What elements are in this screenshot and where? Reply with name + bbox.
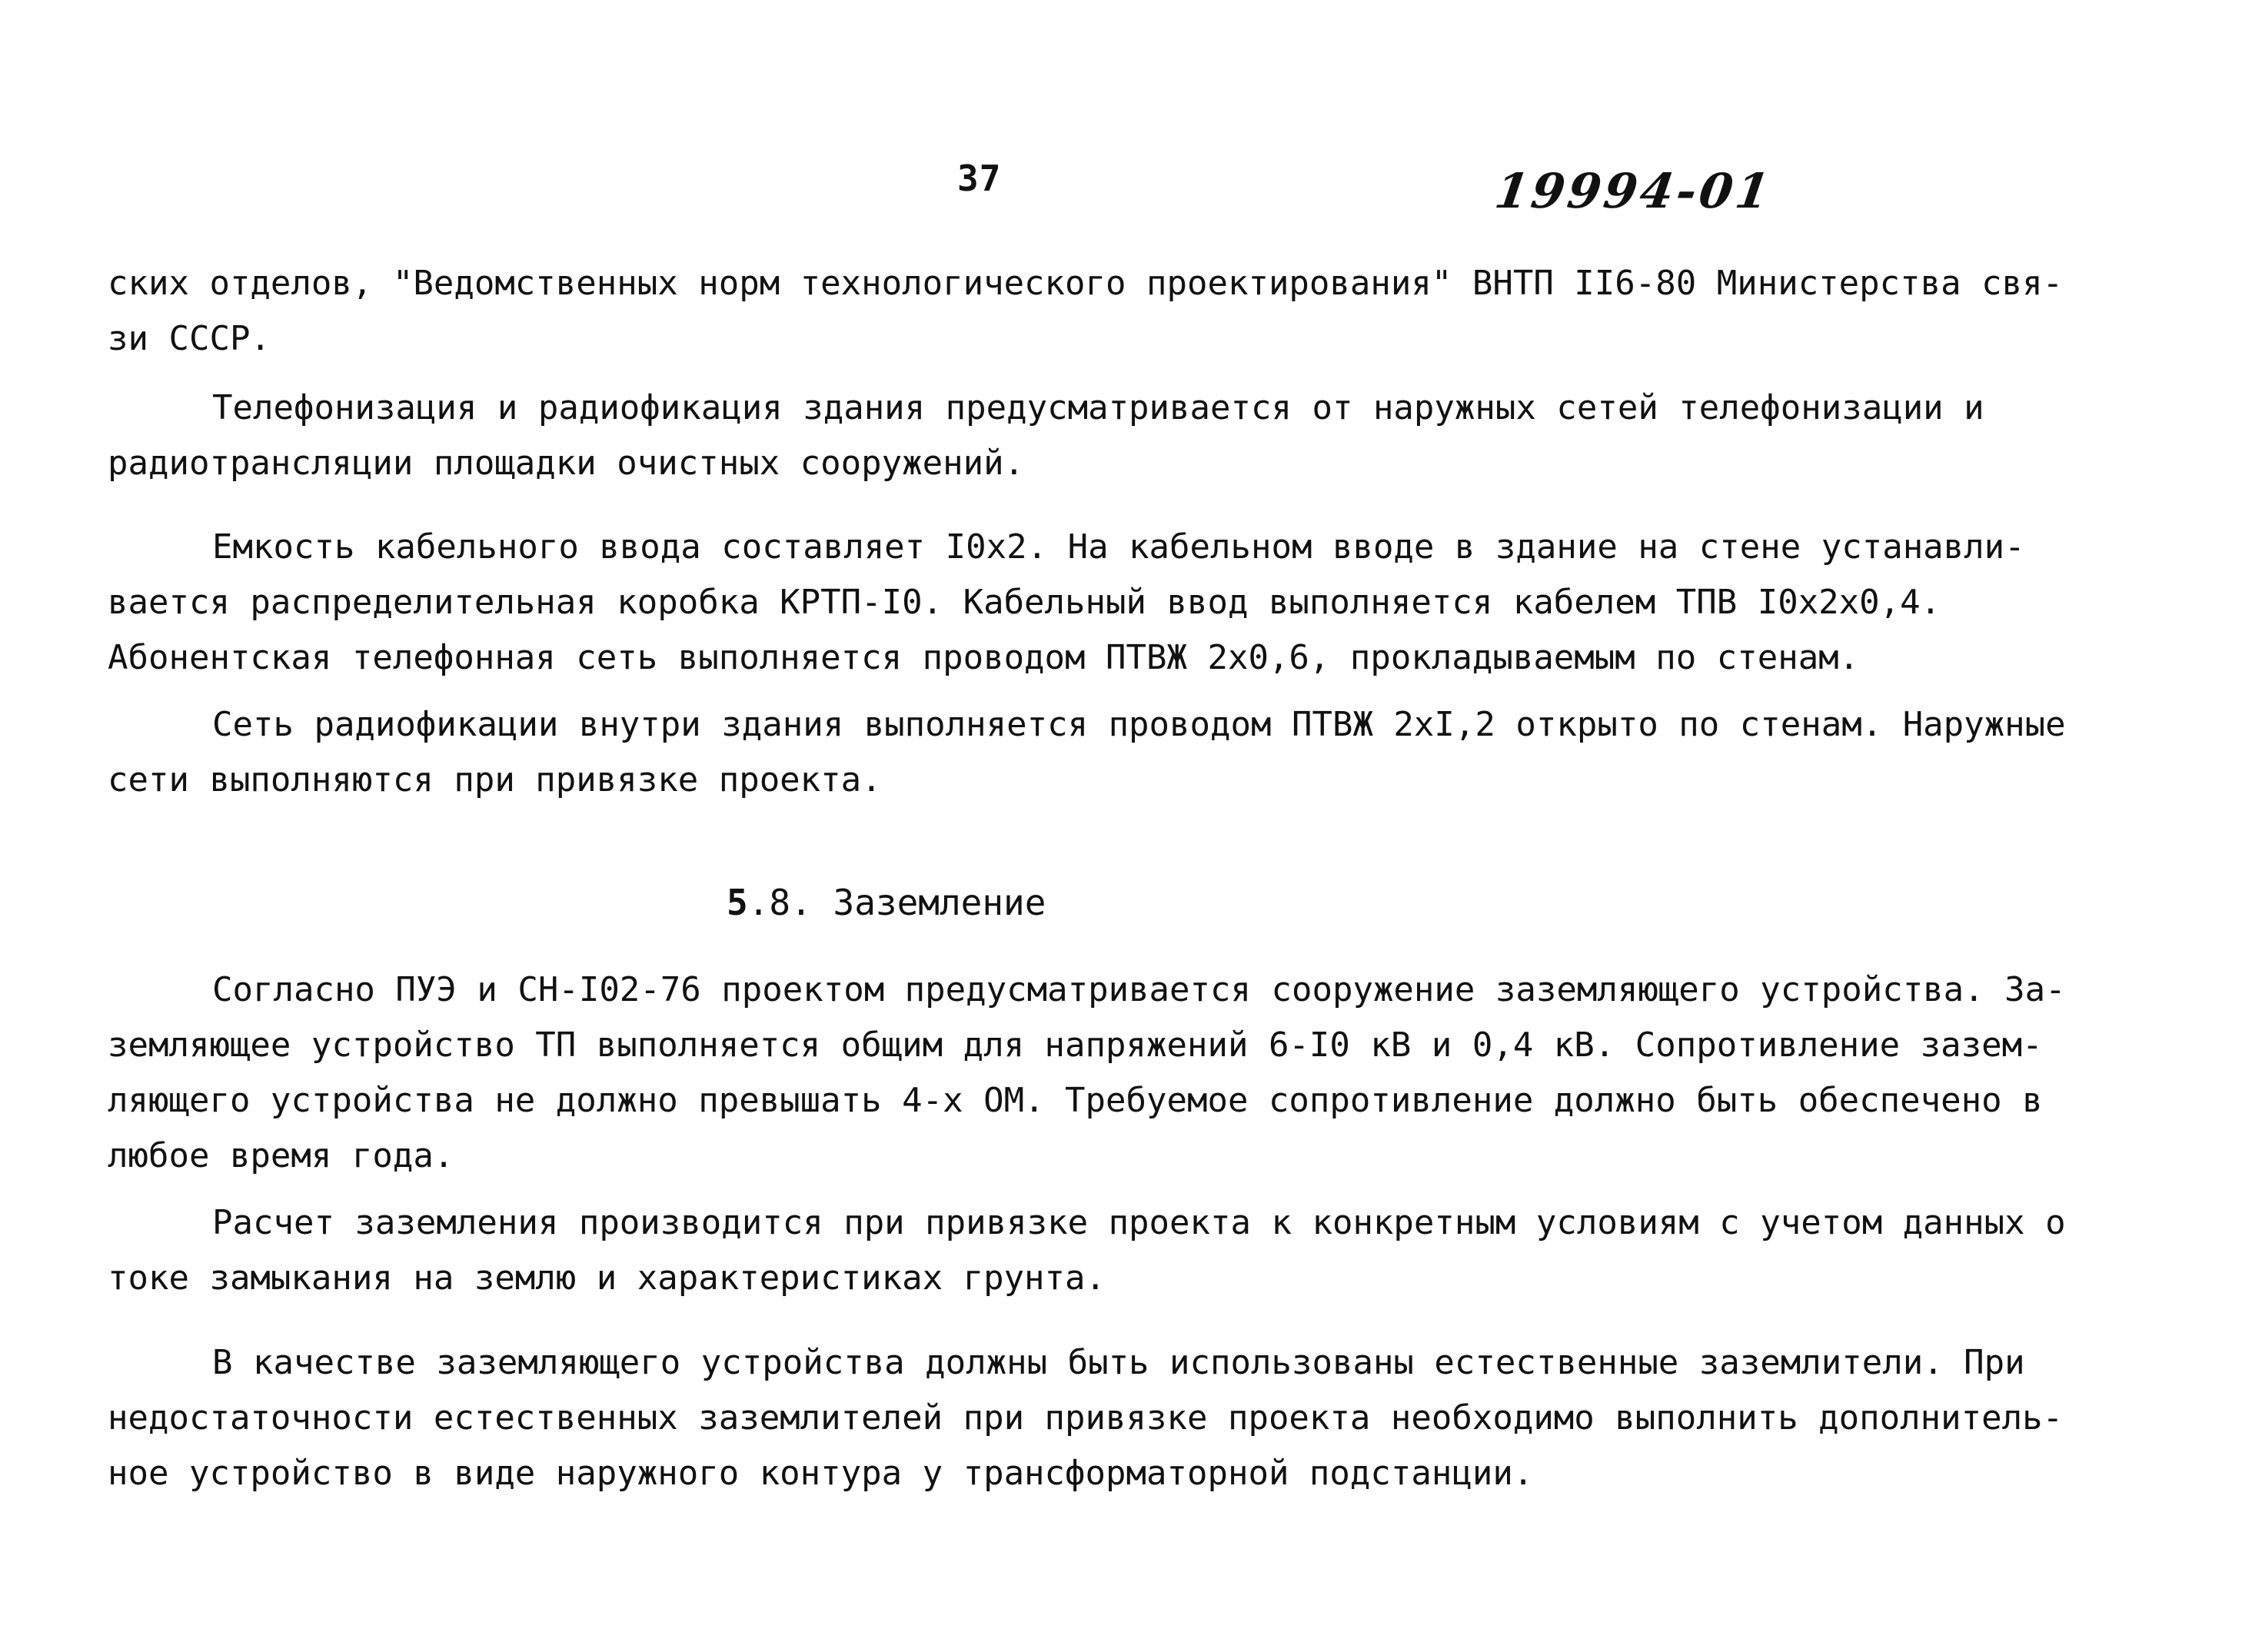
text-line: земляющее устройство ТП выполняется общим для напряжений 6-I0 кВ и 0,4 кВ. Сопротивление зазем-	[108, 1025, 2043, 1065]
text-line: Телефонизация и радиофикация здания предусматривается от наружных сетей телефонизации и	[212, 388, 1984, 427]
text-line: недостаточности естественных заземлителей при привязке проекта необходимо выполнить дополнитель-	[108, 1398, 2064, 1438]
text-line: ских отделов, "Ведомственных норм технологического проектирования" ВНТП II6-80 Министерства свя-	[108, 264, 2064, 303]
section-title: Заземление	[833, 882, 1046, 923]
paragraph-natural-grounding	[108, 1335, 2168, 1501]
text-line: ляющего устройства не должно превышать 4-х ОМ. Требуемое сопротивление должно быть обеспечено в	[108, 1081, 2043, 1120]
page-number: 37	[957, 158, 1002, 199]
text-line: В качестве заземляющего устройства должны быть использованы естественные заземлители. При	[212, 1343, 2025, 1382]
text-line: любое время года.	[108, 1136, 454, 1175]
document-code-handwritten: 19994-01	[1491, 163, 1776, 219]
text-line: вается распределительная коробка КРТП-I0. Кабельный ввод выполняется кабелем ТПВ I0х2х0,4.	[108, 583, 1941, 622]
section-number-suffix: .8.	[747, 882, 812, 923]
paragraph-grounding-calculation	[108, 1195, 2168, 1306]
paragraph-norms-continuation	[108, 256, 2168, 367]
text-line: радиотрансляции площадки очистных сооружений.	[108, 444, 1025, 483]
text-line: Емкость кабельного ввода составляет I0х2. На кабельном вводе в здание на стене устанавли-	[212, 527, 2025, 567]
text-line: Абонентская телефонная сеть выполняется проводом ПТВЖ 2х0,6, прокладываемым по стенам.	[108, 638, 1860, 677]
paragraph-cable-input	[108, 520, 2168, 686]
text-line: сети выполняются при привязке проекта.	[108, 760, 882, 799]
text-line: ное устройство в виде наружного контура у трансформаторной подстанции.	[108, 1454, 1534, 1493]
paragraph-grounding-requirements	[108, 962, 2168, 1184]
text-line: Сеть радиофикации внутри здания выполняется проводом ПТВЖ 2хI,2 открыто по стенам. Наружные	[212, 705, 2066, 744]
text-line: токе замыкания на землю и характеристиках грунта.	[108, 1258, 1106, 1298]
text-line: Согласно ПУЭ и СН-I02-76 проектом предусматривается сооружение заземляющего устройства. За-	[212, 970, 2066, 1009]
text-line: зи СССР.	[108, 319, 271, 358]
section-number: 5	[727, 882, 748, 923]
section-heading	[727, 875, 1046, 930]
text-line: Расчет заземления производится при привязке проекта к конкретным условиям с учетом данных о	[212, 1203, 2066, 1242]
paragraph-telephony	[108, 381, 2168, 491]
paragraph-radio-network	[108, 697, 2168, 808]
